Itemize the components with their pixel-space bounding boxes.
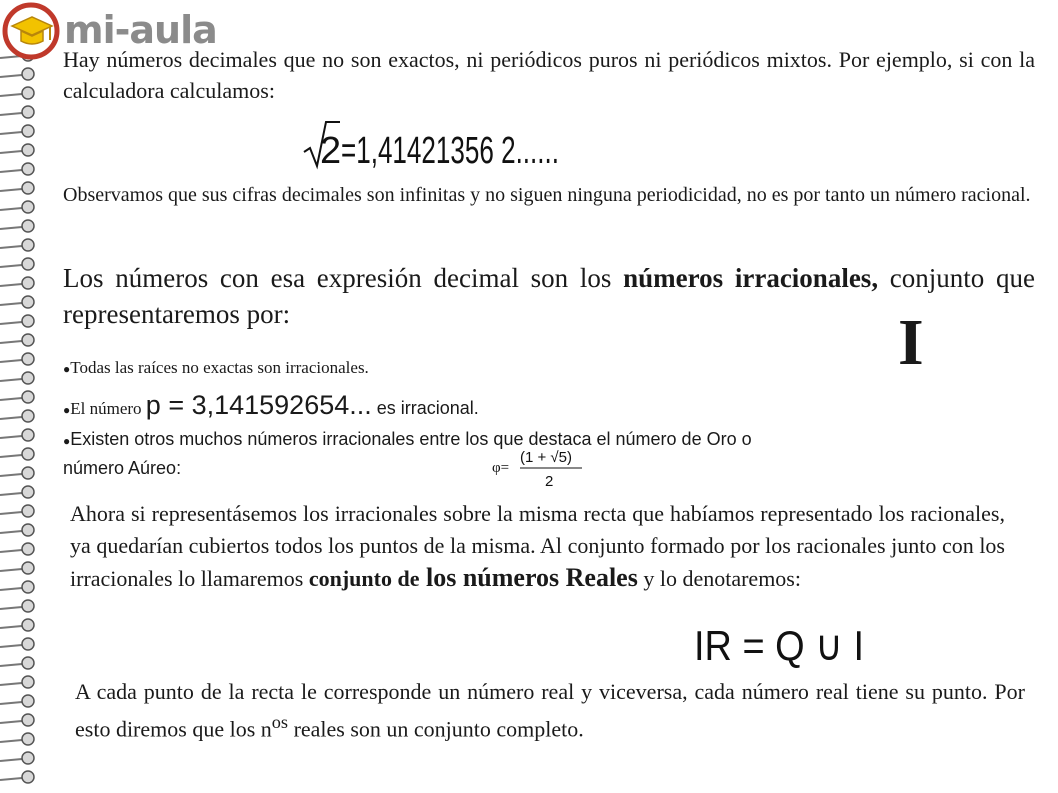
reals-post: y lo denotaremos: <box>637 566 801 591</box>
spiral-hole <box>22 239 34 251</box>
spiral-hole <box>22 258 34 270</box>
sqrt2-radicand: 2 <box>320 130 342 172</box>
bullet-pi-value: p = 3,141592654... <box>145 390 372 420</box>
spiral-hole <box>22 410 34 422</box>
completeness-pre: A cada punto de la recta le corresponde un número real y viceversa, cada número real tiene su punto. Por esto diremos que los n <box>75 679 1025 742</box>
spiral-wire <box>0 265 22 267</box>
spiral-wire <box>0 379 22 381</box>
spiral-wire <box>0 398 22 400</box>
spiral-hole <box>22 695 34 707</box>
sqrt2-value: =1,41421356 2...... <box>341 130 559 172</box>
spiral-wire <box>0 75 22 77</box>
spiral-hole <box>22 600 34 612</box>
spiral-hole <box>22 752 34 764</box>
bullet-roots-text: Todas las raíces no exactas son irracionales. <box>70 358 369 377</box>
bullet-pi: ●El número p = 3,141592654... es irracional. <box>63 390 479 420</box>
observation-paragraph: Observamos que sus cifras decimales son infinitas y no siguen ninguna periodicidad, no es por tanto un número racional. <box>63 184 1031 206</box>
spiral-hole <box>22 125 34 137</box>
reals-pre: Ahora si representásemos los irracionales sobre la misma recta que habíamos representado los racionales, ya quedarían cubiertos todos los puntos de la misma. Al conjunto formado por los racionales junto con los irracionales lo llamaremos <box>70 501 1005 591</box>
spiral-wire <box>0 645 22 647</box>
spiral-wire <box>0 132 22 134</box>
spiral-wire <box>0 227 22 229</box>
spiral-wire <box>0 474 22 476</box>
irrational-symbol: I <box>898 306 924 379</box>
spiral-wire <box>0 170 22 172</box>
sqrt2-formula <box>300 118 562 170</box>
reals-paragraph <box>70 498 1005 595</box>
spiral-hole <box>22 353 34 365</box>
spiral-hole <box>22 771 34 783</box>
spiral-hole <box>22 543 34 555</box>
spiral-wire <box>0 664 22 666</box>
spiral-wire <box>0 455 22 457</box>
golden-ratio-formula <box>490 448 590 490</box>
spiral-wire <box>0 208 22 210</box>
bullet-pi-post: es irracional. <box>371 398 479 418</box>
reals-formula-text: IR = Q ∪ I <box>694 622 864 669</box>
spiral-wire <box>0 284 22 286</box>
spiral-wire <box>0 740 22 742</box>
spiral-hole <box>22 391 34 403</box>
logo-text: mi-aula <box>64 8 217 52</box>
spiral-wire <box>0 341 22 343</box>
phi-numerator: (1 + √5) <box>520 449 573 466</box>
spiral-hole <box>22 106 34 118</box>
spiral-hole <box>22 524 34 536</box>
spiral-hole <box>22 429 34 441</box>
spiral-wire <box>0 246 22 248</box>
spiral-wire <box>0 493 22 495</box>
spiral-hole <box>22 334 34 346</box>
spiral-wire <box>0 778 22 780</box>
bullet-pi-pre: El número <box>70 399 146 418</box>
spiral-wire <box>0 189 22 191</box>
spiral-hole <box>22 467 34 479</box>
spiral-hole <box>22 144 34 156</box>
phi-symbol: φ= <box>492 460 510 476</box>
spiral-hole <box>22 486 34 498</box>
spiral-wire <box>0 531 22 533</box>
spiral-wire <box>0 436 22 438</box>
spiral-wire <box>0 759 22 761</box>
completeness-post: reales son un conjunto completo. <box>288 716 584 742</box>
spiral-hole <box>22 163 34 175</box>
spiral-wire <box>0 569 22 571</box>
spiral-hole <box>22 619 34 631</box>
reals-bold2: los números Reales <box>419 563 638 592</box>
spiral-wire <box>0 94 22 96</box>
bullet-roots: ●Todas las raíces no exactas son irracionales. <box>63 358 369 377</box>
spiral-wire <box>0 151 22 153</box>
spiral-hole <box>22 638 34 650</box>
spiral-hole <box>22 714 34 726</box>
irrational-def-bold: números irracionales, <box>623 263 879 293</box>
spiral-wire <box>0 702 22 704</box>
phi-denominator: 2 <box>545 473 554 490</box>
spiral-hole <box>22 657 34 669</box>
spiral-hole <box>22 296 34 308</box>
spiral-wire <box>0 626 22 628</box>
spiral-hole <box>22 448 34 460</box>
spiral-wire <box>0 512 22 514</box>
bullet-golden: ●Existen otros muchos números irracionales entre los que destaca el número de Oro o número Aúreo: <box>63 429 752 478</box>
spiral-wire <box>0 360 22 362</box>
spiral-hole <box>22 581 34 593</box>
spiral-hole <box>22 201 34 213</box>
spiral-hole <box>22 562 34 574</box>
spiral-hole <box>22 220 34 232</box>
spiral-hole <box>22 277 34 289</box>
irrational-def-post: conjunto que representaremos por: <box>63 263 1035 329</box>
reals-bold1: conjunto de <box>308 566 420 591</box>
spiral-hole <box>22 87 34 99</box>
spiral-binding <box>0 0 42 793</box>
bullet-golden-text: Existen otros muchos números irracionales entre los que destaca el número de Oro o número Aúreo: <box>63 429 752 478</box>
spiral-wire <box>0 683 22 685</box>
spiral-wire <box>0 303 22 305</box>
spiral-wire <box>0 417 22 419</box>
spiral-wire <box>0 607 22 609</box>
spiral-wire <box>0 550 22 552</box>
irrational-def-pre: Los números con esa expresión decimal son los <box>63 263 624 293</box>
completeness-paragraph <box>75 676 1025 744</box>
completeness-sup: os <box>271 712 289 732</box>
spiral-wire <box>0 588 22 590</box>
spiral-hole <box>22 372 34 384</box>
spiral-hole <box>22 505 34 517</box>
graduation-cap-icon <box>2 2 60 60</box>
spiral-hole <box>22 676 34 688</box>
spiral-wire <box>0 113 22 115</box>
spiral-hole <box>22 182 34 194</box>
intro-paragraph: Hay números decimales que no son exactos, ni periódicos puros ni periódicos mixtos. Por ejemplo, si con la calculadora calculamos: <box>63 47 1035 103</box>
reals-formula <box>690 618 870 669</box>
spiral-hole <box>22 733 34 745</box>
spiral-wire <box>0 322 22 324</box>
spiral-hole <box>22 315 34 327</box>
irrational-definition <box>63 260 1035 332</box>
spiral-wire <box>0 721 22 723</box>
spiral-hole <box>22 68 34 80</box>
